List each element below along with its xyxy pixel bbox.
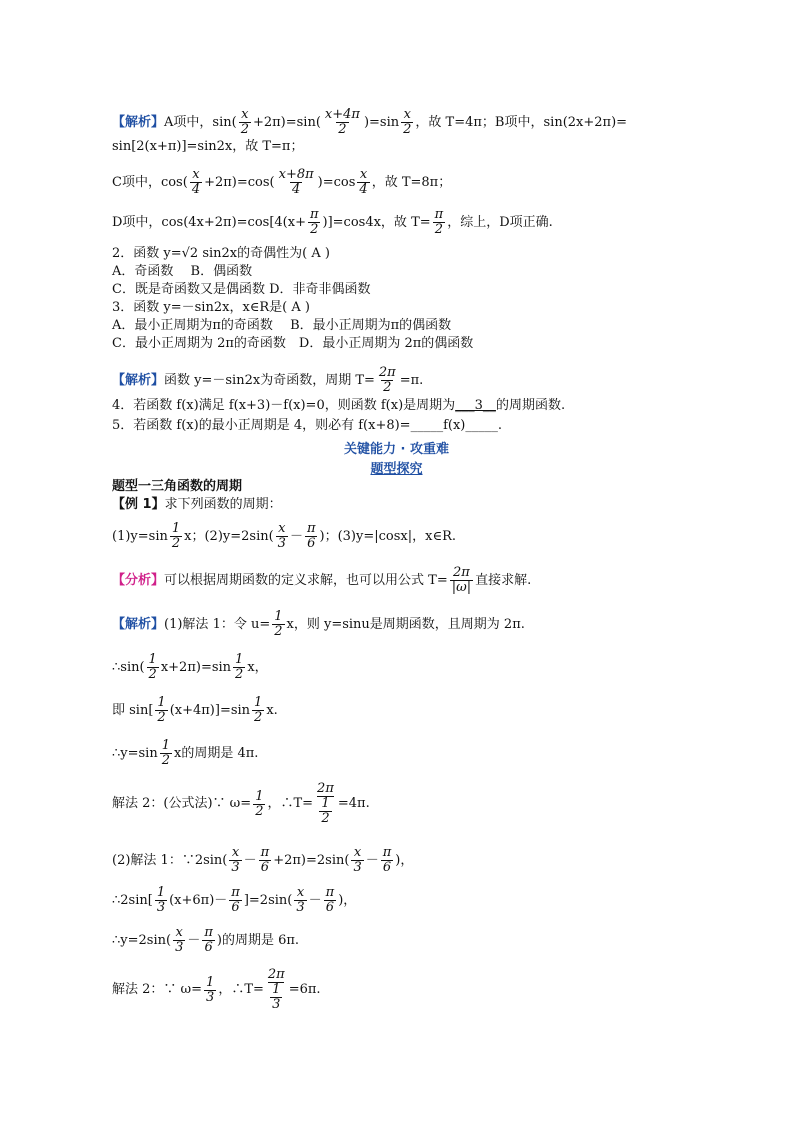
text: C项中，cos( [112,174,188,190]
fraction: $\frac{1}{2}$ [171,521,181,551]
answer-blank: _____ [410,418,444,433]
text: D项中，cos(4x+2π)=cos[4(x+ [112,214,306,230]
topic-heading: 题型一三角函数的周期 [112,479,243,494]
text: A项中，sin( [164,114,237,130]
fenxi-label: 【分析】 [112,572,165,588]
solution-1-line-3: 即 sin[ $\frac{1}{2}$ (x+4π)]=sin $\frac{1}{2}$ x. [112,695,278,725]
fraction: $\frac{1}{2}$ [274,609,283,639]
text: ，故 T=8π； [371,174,452,190]
text: ，故 T=4π；B项中，sin(2x+2π)= [415,114,628,130]
section-subtitle: 题型探究 [370,462,423,477]
fraction: $\frac{1}{2}$ [254,695,263,725]
question-3-options-ab: A．最小正周期为π的奇函数 B．最小正周期为π的偶函数 [112,318,452,333]
text: +2π)=sin( [252,114,321,130]
text: )=sin [363,114,400,130]
question-3: 3．函数 y=－sin2x，x∈R是( A ) [112,300,310,315]
fraction: $\frac{1}{2}$ [148,652,157,682]
fraction: $\frac{x}{2}$ [240,107,249,137]
fraction: $\frac{\pi}{2}$ [309,207,319,237]
solution-line-2 [112,138,303,156]
example-1-items: (1)y=sin $\frac{1}{2}$ x；(2)y=2sin( $\frac{x}{3}$ － $\frac{\pi}{6}$ )；(3)y=|cosx|，x∈R. [112,521,456,551]
fraction: $\frac{\pi}{6}$ [260,845,270,875]
jiexi-label: 【解析】 [112,616,165,632]
fraction: $\frac{1}{2}$ [235,652,244,682]
fraction: $\frac{x}{3}$ [175,925,184,955]
fraction: $\frac{1}{2}$ [161,738,170,768]
fraction: $\frac{\pi}{6}$ [325,885,335,915]
fraction: $\frac{x}{4}$ [359,167,368,197]
text: sin[2(x+π)]=sin2x，故 T=π； [112,139,304,154]
fraction: $\frac{2\pi}{2}$ [378,365,396,395]
fraction: $\frac{x}{3}$ [353,845,362,875]
fraction: $\frac{\pi}{6}$ [382,845,392,875]
solution-line-3 [112,168,451,197]
question-4: 4．若函数 f(x)满足 f(x+3)－f(x)=0，则函数 f(x)是周期为 ___3__ 的周期函数. [112,398,566,413]
fraction: $\frac{\pi}{6}$ [231,885,240,915]
fraction: $\frac{1}{3}$ [156,885,166,915]
nested-fraction: 2π 1 2 [317,781,334,826]
solution-q3: 【解析】 函数 y=－sin2x为奇函数，周期 T= $\frac{2\pi}{2}$ =π. [112,365,424,395]
fraction: $\frac{x+8\pi}{4}$ [278,167,314,197]
question-3-options-cd: C．最小正周期为 2π的奇函数 D．最小正周期为 2π的偶函数 [112,336,474,351]
fraction: $\frac{\pi}{6}$ [204,925,213,955]
fraction: $\frac{x}{3}$ [296,885,305,915]
solution-2-line-2: ∴2sin[ $\frac{1}{3}$ (x+6π)－ $\frac{\pi}{6}$ ]=2sin( $\frac{x}{3}$ － $\frac{\pi}{6}$ )， [112,885,357,915]
section-title: 关键能力 · 攻重难 [344,442,449,457]
question-2-options-ab: A．奇函数 B．偶函数 [112,264,253,279]
example-1: 【例 1】 求下列函数的周期： [112,497,282,512]
analysis-line: 【分析】 可以根据周期函数的定义求解，也可以用公式 T= $\frac{2\pi}{|\omega|}$ 直接求解. [112,565,532,595]
text: +2π)=cos( [204,174,275,190]
question-5: 5．若函数 f(x)的最小正周期是 4，则必有 f(x+8)= _____ f(x) _____ . [112,418,503,433]
text: )=cos [317,174,356,190]
fraction: $\frac{x}{3}$ [277,521,286,551]
question-2: 2．函数 y=√2 sin2x的奇偶性为( A ) [112,246,330,261]
fraction: $\frac{x}{3}$ [231,845,240,875]
text: ，综上，D项正确. [447,214,553,230]
solution-line-4 [112,208,553,237]
fraction: $\frac{x+4\pi}{2}$ [324,107,360,137]
solution-2-line-3: ∴y=2sin( $\frac{x}{3}$ － $\frac{\pi}{6}$ )的周期是 6π. [112,925,300,955]
answer-blank: ___3__ [455,398,496,413]
jiexi-label: 【解析】 [112,372,165,388]
fraction: $\frac{1}{2}$ [255,788,264,819]
solution-1-line-2: ∴sin( $\frac{1}{2}$ x+2π)=sin $\frac{1}{2}$ x， [112,652,268,682]
fraction: $\frac{x}{4}$ [191,167,201,197]
solution-1-line-1: 【解析】 (1)解法 1：令 u= $\frac{1}{2}$ x，则 y=sinu是周期函数，且周期为 2π. [112,609,525,639]
solution-2-method-2: 解法 2：∵ ω= $\frac{1}{3}$ ，∴T= 2π 1 3 =6π. [112,967,321,1012]
fraction: $\frac{1}{2}$ [157,695,166,725]
solution-2-line-1: (2)解法 1：∵2sin( $\frac{x}{3}$ － $\frac{\pi}{6}$ +2π)=2sin( $\frac{x}{3}$ － $\frac{\pi}{6}$ )， [112,845,414,875]
fraction: $\frac{x}{2}$ [403,107,412,137]
solution-1-method-2: 解法 2：(公式法)∵ ω= $\frac{1}{2}$ ，∴T= 2π 1 2 =4π. [112,781,370,826]
example-label: 【例 1】 [112,497,165,512]
nested-fraction: 2π 1 3 [267,967,285,1012]
answer-blank: _____ [465,418,498,433]
fraction: $\frac{1}{3}$ [206,974,215,1005]
fraction: $\frac{\pi}{2}$ [434,207,444,237]
fraction: $\frac{\pi}{6}$ [306,521,316,551]
text: )]=cos4x，故 T= [322,214,431,230]
jiexi-label: 【解析】 [112,114,165,130]
solution-line-1 [112,108,627,137]
fraction: $\frac{2\pi}{|\omega|}$ [451,565,472,595]
solution-1-line-4: ∴y=sin $\frac{1}{2}$ x的周期是 4π. [112,738,259,768]
question-2-options-cd: C．既是奇函数又是偶函数 D．非奇非偶函数 [112,282,371,297]
